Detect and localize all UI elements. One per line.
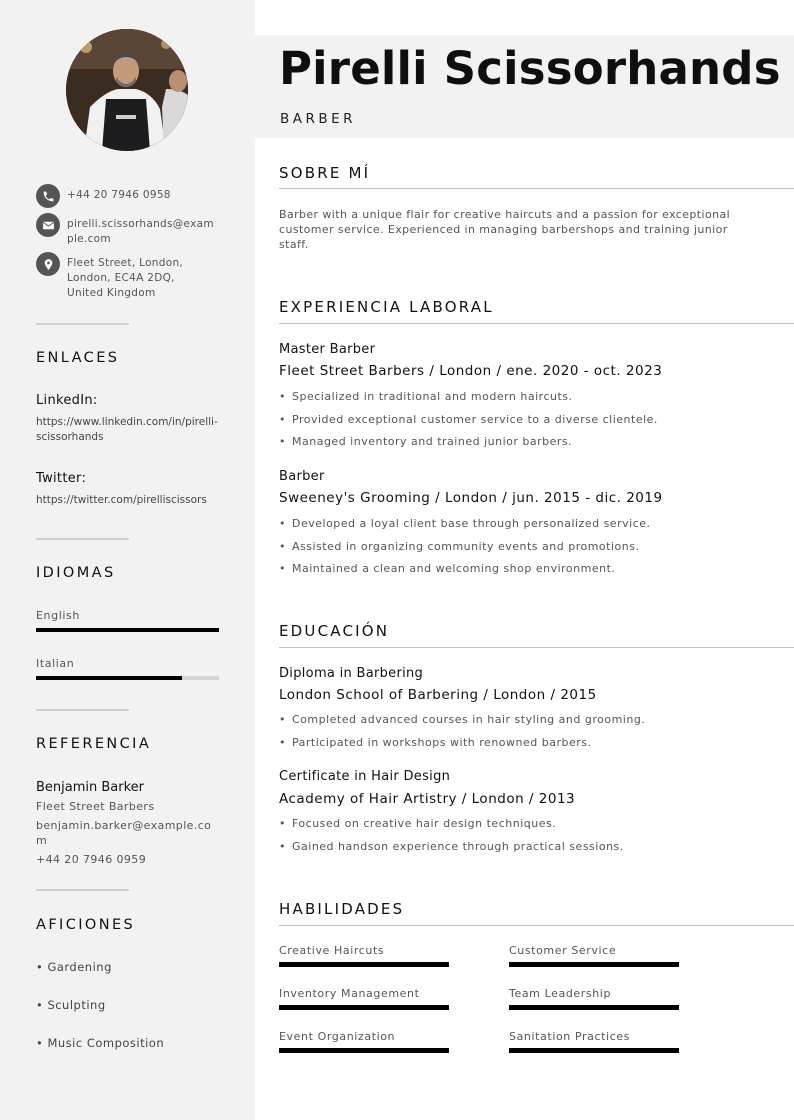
sidebar-divider: [36, 889, 129, 891]
hobby-item: • Sculpting: [36, 998, 106, 1012]
education-subtitle: Academy of Hair Artistry / London / 2013: [279, 791, 576, 807]
reference-name: Benjamin Barker: [36, 780, 145, 795]
education-bullet-text: Gained handson experience through practical sessions.: [292, 840, 624, 853]
language-name: Italian: [36, 657, 75, 670]
sidebar: [0, 0, 255, 1120]
job-bullet-text: Specialized in traditional and modern haircuts.: [292, 390, 573, 403]
languages-heading: IDIOMAS: [36, 565, 116, 581]
job-bullet-text: Assisted in organizing community events and promotions.: [292, 540, 640, 553]
education-title: Certificate in Hair Design: [279, 769, 451, 784]
job-bullet-text: Maintained a clean and welcoming shop environment.: [292, 562, 616, 575]
language-level-fill: [36, 676, 182, 680]
twitter-link[interactable]: https://twitter.com/pirelliscissors: [36, 494, 207, 506]
phone-text: +44 20 7946 0958: [67, 189, 171, 201]
reference-heading: REFERENCIA: [36, 736, 152, 752]
job-bullet: • Provided exceptional customer service to a diverse clientele.: [279, 413, 658, 426]
contact-phone: [36, 184, 217, 208]
section-rule: [279, 188, 794, 189]
reference-company: Fleet Street Barbers: [36, 800, 155, 813]
education-bullet-text: Participated in workshops with renowned barbers.: [292, 736, 592, 749]
hobbies-heading: AFICIONES: [36, 917, 136, 933]
skill-level-bar: [279, 962, 449, 967]
about-heading: SOBRE MÍ: [279, 164, 371, 182]
education-bullet: • Participated in workshops with renowned barbers.: [279, 736, 592, 749]
email-icon: [36, 213, 60, 237]
language-name: English: [36, 609, 80, 622]
skill-name: Inventory Management: [279, 987, 420, 1000]
education-bullet: • Completed advanced courses in hair styling and grooming.: [279, 713, 646, 726]
education-heading: EDUCACIÓN: [279, 622, 390, 640]
links-heading: ENLACES: [36, 350, 120, 366]
job-bullet: • Specialized in traditional and modern haircuts.: [279, 390, 573, 403]
language-level-bar: [36, 628, 219, 632]
job-bullet: • Managed inventory and trained junior barbers.: [279, 435, 573, 448]
sidebar-divider: [36, 709, 129, 711]
job-bullet: • Maintained a clean and welcoming shop environment.: [279, 562, 616, 575]
job-title: Barber: [279, 469, 325, 484]
skill-name: Sanitation Practices: [509, 1030, 631, 1043]
person-role: BARBER: [280, 111, 357, 127]
hobby-item: • Gardening: [36, 960, 112, 974]
linkedin-label: LinkedIn:: [36, 393, 98, 408]
job-bullet-text: Developed a loyal client base through personalized service.: [292, 517, 651, 530]
linkedin-link[interactable]: https://www.linkedin.com/in/pirelli-scissorhands: [36, 416, 218, 443]
sidebar-divider: [36, 323, 129, 325]
job-bullet: • Developed a loyal client base through personalized service.: [279, 517, 651, 530]
skill-name: Creative Haircuts: [279, 944, 385, 957]
skill-level-bar: [279, 1048, 449, 1053]
skill-level-bar: [279, 1005, 449, 1010]
job-subtitle: Fleet Street Barbers / London / ene. 2020 - oct. 2023: [279, 363, 663, 379]
skill-level-bar: [509, 1005, 679, 1010]
sidebar-divider: [36, 538, 129, 540]
contact-email: [36, 213, 217, 247]
reference-phone: +44 20 7946 0959: [36, 853, 147, 866]
contact-address: [36, 252, 192, 301]
profile-photo: [66, 29, 188, 151]
reference-email[interactable]: benjamin.barker@example.com: [36, 819, 212, 847]
job-title: Master Barber: [279, 342, 376, 357]
skills-heading: HABILIDADES: [279, 900, 405, 918]
hobby-item: • Music Composition: [36, 1036, 165, 1050]
skill-name: Customer Service: [509, 944, 617, 957]
job-subtitle: Sweeney's Grooming / London / jun. 2015 - dic. 2019: [279, 490, 663, 506]
skill-level-bar: [509, 1048, 679, 1053]
education-title: Diploma in Barbering: [279, 666, 424, 681]
education-bullet-text: Completed advanced courses in hair styling and grooming.: [292, 713, 646, 726]
job-bullet-text: Managed inventory and trained junior barbers.: [292, 435, 573, 448]
skill-level-bar: [509, 962, 679, 967]
skill-name: Team Leadership: [509, 987, 612, 1000]
person-name: Pirelli Scissorhands: [279, 42, 781, 95]
section-rule: [279, 925, 794, 926]
about-text: Barber with a unique flair for creative haircuts and a passion for exceptional customer service. Experienced in managing barbershops and training junior staff.: [279, 208, 731, 252]
location-pin-icon: [36, 252, 60, 276]
job-bullet: • Assisted in organizing community events and promotions.: [279, 540, 640, 553]
education-bullet: • Gained handson experience through practical sessions.: [279, 840, 624, 853]
language-level-fill: [36, 628, 219, 632]
language-level-bar: [36, 676, 219, 680]
twitter-label: Twitter:: [36, 471, 87, 486]
skill-name: Event Organization: [279, 1030, 396, 1043]
section-rule: [279, 647, 794, 648]
email-text[interactable]: pirelli.scissorhands@example.com: [67, 218, 214, 245]
education-bullet: • Focused on creative hair design techniques.: [279, 817, 557, 830]
address-text: Fleet Street, London, London, EC4A 2DQ, United Kingdom: [67, 257, 184, 299]
phone-icon: [36, 184, 60, 208]
experience-heading: EXPERIENCIA LABORAL: [279, 298, 494, 316]
education-subtitle: London School of Barbering / London / 2015: [279, 687, 597, 703]
section-rule: [279, 323, 794, 324]
job-bullet-text: Provided exceptional customer service to a diverse clientele.: [292, 413, 658, 426]
education-bullet-text: Focused on creative hair design techniques.: [292, 817, 557, 830]
